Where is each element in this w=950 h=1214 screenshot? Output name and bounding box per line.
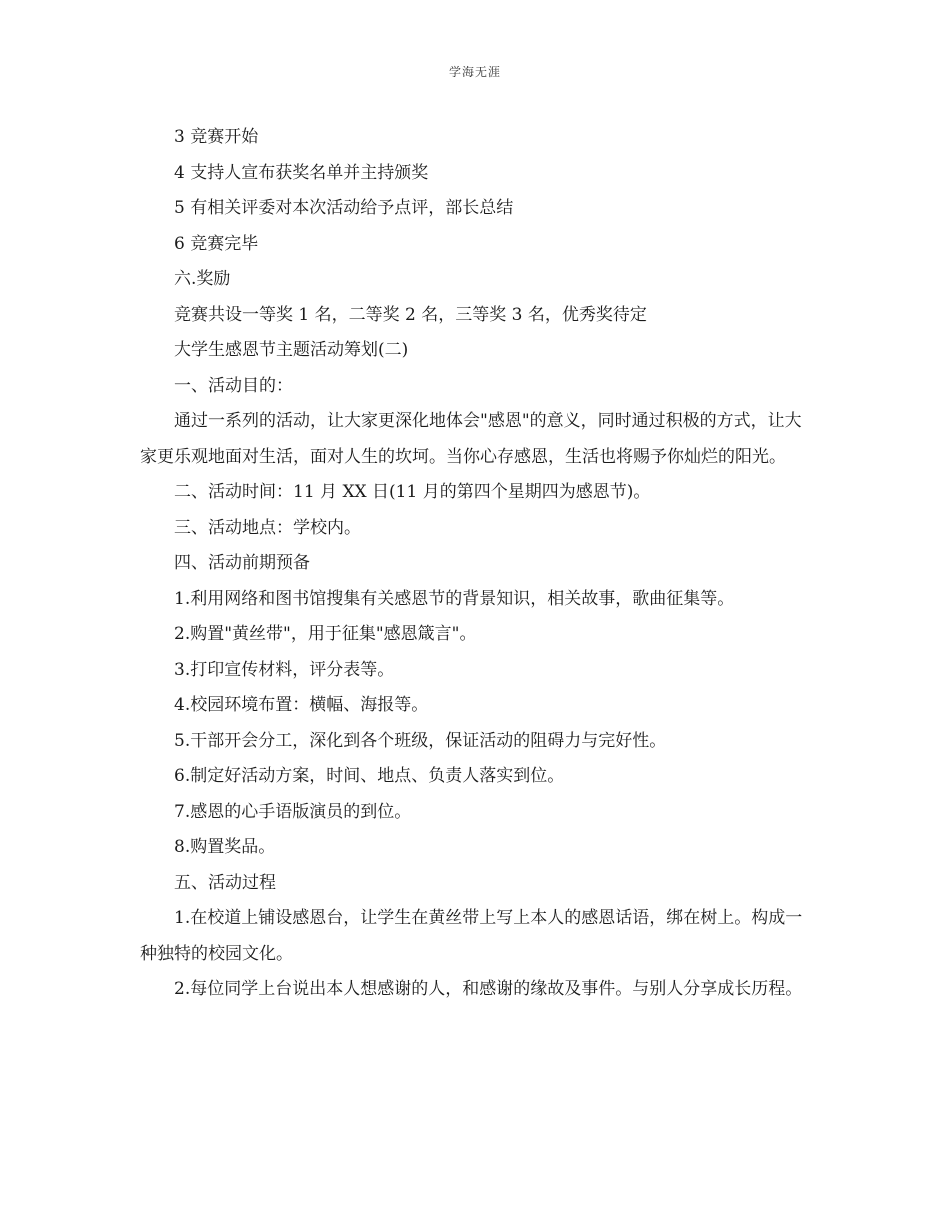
list-item: 2.每位同学上台说出本人想感谢的人，和感谢的缘故及事件。与别人分享成长历程。 xyxy=(174,979,803,999)
list-item: 5.干部开会分工，深化到各个班级，保证活动的阻碍力与完好性。 xyxy=(174,730,667,751)
section-heading: 四、活动前期预备 xyxy=(174,553,310,573)
section-heading: 二、活动时间：11 月 XX 日(11 月的第四个星期四为感恩节)。 xyxy=(174,482,651,502)
paragraph: 3 竞赛开始 xyxy=(174,127,259,147)
paragraph: 通过一系列的活动，让大家更深化地体会"感恩"的意义，同时通过积极的方式，让大家更乐观地面对生活，面对人生的坎坷。当你心存感恩，生活也将赐予你灿烂的阳光。 xyxy=(140,411,802,467)
page-header: 学海无涯 xyxy=(448,65,501,79)
section-heading: 三、活动地点：学校内。 xyxy=(174,517,361,538)
list-item: 1.利用网络和图书馆搜集有关感恩节的背景知识，相关故事，歌曲征集等。 xyxy=(174,588,735,609)
list-item: 6.制定好活动方案，时间、地点、负责人落实到位。 xyxy=(174,766,565,786)
document-subtitle: 大学生感恩节主题活动筹划(二) xyxy=(174,340,409,360)
document-body xyxy=(140,120,818,1008)
section-heading: 六.奖励 xyxy=(174,269,231,289)
list-item: 2.购置"黄丝带"，用于征集"感恩箴言"。 xyxy=(174,624,477,644)
list-item: 1.在校道上铺设感恩台，让学生在黄丝带上写上本人的感恩话语，绑在树上。构成一种独特的校园文化。 xyxy=(140,908,803,964)
list-item: 4.校园环境布置：横幅、海报等。 xyxy=(174,695,429,715)
list-item: 3.打印宣传材料，评分表等。 xyxy=(174,659,395,680)
paragraph: 4 支持人宣布获奖名单并主持颁奖 xyxy=(174,162,429,183)
paragraph: 竞赛共设一等奖 1 名，二等奖 2 名，三等奖 3 名，优秀奖待定 xyxy=(174,304,647,325)
list-item: 7.感恩的心手语版演员的到位。 xyxy=(174,801,412,822)
paragraph: 5 有相关评委对本次活动给予点评，部长总结 xyxy=(174,198,514,218)
list-item: 8.购置奖品。 xyxy=(174,837,276,857)
section-heading: 五、活动过程 xyxy=(174,872,276,893)
paragraph: 6 竞赛完毕 xyxy=(174,233,259,254)
section-heading: 一、活动目的： xyxy=(174,375,293,396)
